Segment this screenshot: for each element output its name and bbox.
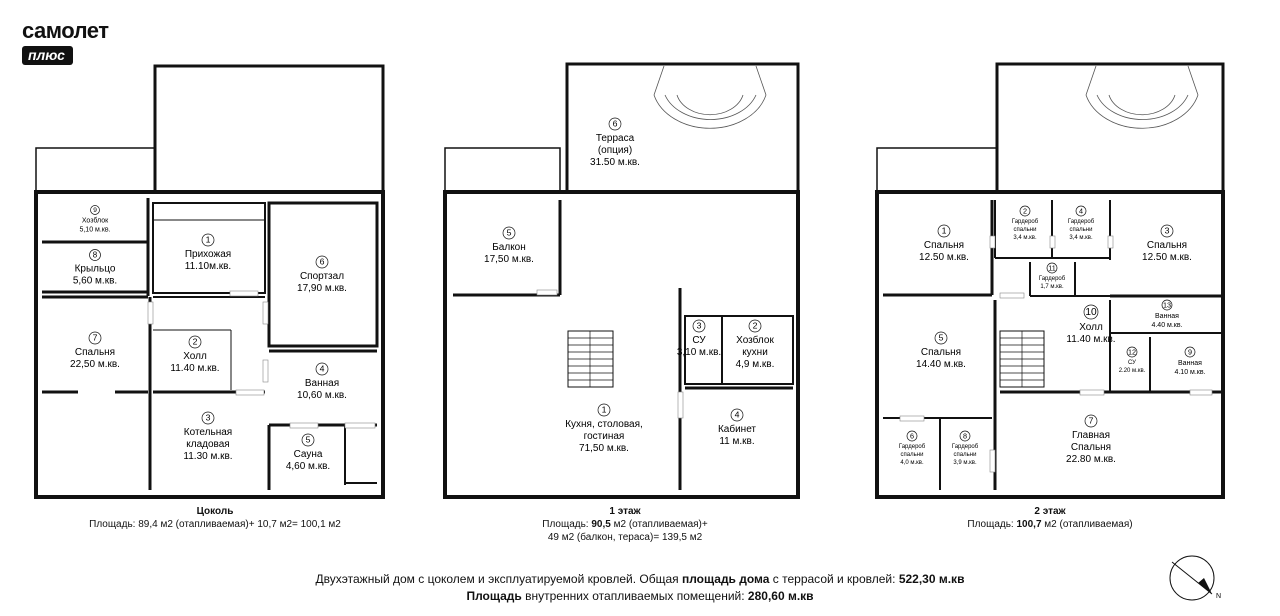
room-label-basement-6 xyxy=(297,256,347,294)
room-label-basement-2 xyxy=(170,336,219,374)
room-number: 11 xyxy=(1048,263,1056,273)
window xyxy=(345,423,375,428)
basement-caption xyxy=(40,505,390,531)
window xyxy=(990,450,995,472)
footer-total-area: Двухэтажный дом с цоколем и эксплуатируемой кровлей. Общая площадь дома с террасой и кровлей: 522,30 м.кв xyxy=(315,572,965,586)
room-area: 4,60 м.кв. xyxy=(285,461,331,472)
room-number: 5 xyxy=(305,434,311,445)
room-label-floor1-5 xyxy=(484,227,534,265)
room-label-floor2-7 xyxy=(1066,415,1116,465)
window xyxy=(230,291,258,296)
floor1-area-suffix: м2 (отапливаемая)+ xyxy=(610,519,708,530)
room-number: 8 xyxy=(92,250,98,260)
floor2-area-prefix: Площадь: xyxy=(967,519,1017,530)
room-area: 11 м.кв. xyxy=(719,436,755,447)
brand-logo-badge: плюс xyxy=(22,46,73,65)
room-number: 9 xyxy=(1187,347,1193,357)
floor2-title: 2 этаж xyxy=(1034,506,1066,517)
room-name: Котельная xyxy=(183,427,233,438)
room-label-floor2-9 xyxy=(1174,347,1205,376)
window xyxy=(1190,390,1212,395)
room-label-floor2-3 xyxy=(1142,225,1192,263)
room-name: СУ xyxy=(692,335,706,346)
room-number: 3 xyxy=(696,320,702,331)
room-area: 11.10м.кв. xyxy=(184,261,232,272)
room-name: Кабинет xyxy=(717,424,757,435)
room-label-floor2-13 xyxy=(1151,300,1182,329)
room-label-floor2-2 xyxy=(1012,206,1039,241)
room-area: 2.20 м.кв. xyxy=(1118,368,1146,374)
roof-ornament xyxy=(1086,95,1198,128)
floor2-porch-roof xyxy=(877,148,997,192)
room-name: Терраса xyxy=(595,133,635,144)
room-name: СУ xyxy=(1128,360,1136,366)
room-number: 7 xyxy=(1088,415,1094,426)
roof-ornament xyxy=(1109,95,1175,115)
window xyxy=(537,290,557,295)
room-label-floor2-10 xyxy=(1066,305,1115,345)
room-number: 4 xyxy=(1078,206,1084,216)
floor1-area-line2: 49 м2 (балкон, тераcа)= 139,5 м2 xyxy=(547,532,703,543)
room-name: Гардероб xyxy=(1011,219,1039,225)
room-number: 5 xyxy=(938,332,944,343)
room-name: Спальня xyxy=(74,347,116,358)
room-number: 2 xyxy=(192,336,198,347)
basement-area: Площадь: 89,4 м2 (отапливаемая)+ 10,7 м2= 100,1 м2 xyxy=(89,519,341,530)
room-number: 6 xyxy=(612,118,618,129)
room-area: 71,50 м.кв. xyxy=(579,443,629,454)
window xyxy=(1080,390,1104,395)
room-area: 3,10 м.кв. xyxy=(676,347,722,358)
room-name: кухни xyxy=(742,347,768,358)
window xyxy=(263,360,268,382)
room-label-basement-8 xyxy=(73,250,117,287)
room-name: кладовая xyxy=(186,439,230,450)
window xyxy=(678,392,683,418)
window xyxy=(263,302,268,324)
room-label-floor2-4 xyxy=(1068,206,1095,241)
room-name: Ванная xyxy=(1178,360,1202,367)
room-name: Спальня xyxy=(1146,240,1188,251)
floor2-caption xyxy=(870,505,1230,531)
basement-porch-roof xyxy=(36,148,155,192)
room-label-basement-9 xyxy=(79,206,110,234)
room-number: 2 xyxy=(1022,206,1028,216)
window xyxy=(900,416,924,421)
room-area: 11.40 м.кв. xyxy=(1066,334,1116,345)
room-name: Прихожая xyxy=(184,249,232,260)
room-name: Ванная xyxy=(304,378,340,389)
room-name: Спальня xyxy=(923,240,965,251)
footer-heated-area: Площадь внутренних отапливаемых помещений: 280,60 м.кв xyxy=(466,589,814,603)
room-name: Холл xyxy=(1079,322,1103,333)
room-number: 6 xyxy=(319,256,325,267)
room-name: Кухня, столовая, xyxy=(565,419,643,430)
room-name: Гардероб xyxy=(1038,276,1066,282)
window xyxy=(990,236,995,248)
floor2-area-suffix: м2 (отапливаемая) xyxy=(1041,519,1133,530)
room-area: 22.80 м.кв. xyxy=(1066,454,1116,465)
room-area: 12.50 м.кв. xyxy=(919,252,969,263)
room-name: Главная xyxy=(1071,430,1111,441)
room-area: 11.30 м.кв. xyxy=(183,451,233,462)
room-area: 14.40 м.кв. xyxy=(916,359,966,370)
floor1-title: 1 этаж xyxy=(609,506,641,517)
room-area: 12.50 м.кв. xyxy=(1142,252,1192,263)
room-area: 3,4 м.кв. xyxy=(1013,235,1037,241)
roof-ornament xyxy=(1086,66,1198,95)
room-number: 9 xyxy=(93,207,97,215)
room-name: Крыльцо xyxy=(74,263,116,275)
floor2-area-value: 100,7 xyxy=(1016,519,1042,530)
room-number: 4 xyxy=(319,363,325,374)
floor1-porch-roof xyxy=(445,148,560,192)
room-number: 10 xyxy=(1085,307,1097,319)
room-number: 3 xyxy=(205,412,211,423)
basement-title: Цоколь xyxy=(196,506,234,517)
room-name: спальни xyxy=(900,452,924,458)
terrace-ornament xyxy=(677,95,743,115)
room-label-floor1-2 xyxy=(736,320,775,370)
room-area: 4,9 м.кв. xyxy=(735,359,775,370)
room-name: Сауна xyxy=(293,449,323,460)
room-number: 12 xyxy=(1127,347,1137,357)
room-name: Балкон xyxy=(492,242,526,253)
room-name: Спальня xyxy=(1070,442,1112,453)
room-area: 10,60 м.кв. xyxy=(297,390,347,401)
terrace-ornament xyxy=(654,95,766,128)
room-number: 6 xyxy=(909,431,915,441)
window xyxy=(290,423,318,428)
room-label-basement-4 xyxy=(297,363,347,401)
room-number: 1 xyxy=(205,234,211,245)
room-name: Спальня xyxy=(920,347,962,358)
room-name: Спортзал xyxy=(299,271,345,282)
window xyxy=(1050,236,1055,248)
floor1-area-value: 90,5 xyxy=(591,519,611,530)
room-name: спальни xyxy=(1013,227,1037,233)
room-number: 4 xyxy=(734,409,740,420)
room-area: 31.50 м.кв. xyxy=(590,157,640,168)
room-name: Холл xyxy=(183,351,207,362)
room-area: 4.40 м.кв. xyxy=(1151,322,1183,329)
room-name: Хозблок xyxy=(736,335,774,346)
room-name: гостиная xyxy=(583,431,625,442)
room-area: 4.10 м.кв. xyxy=(1174,369,1206,376)
room-area: 3,9 м.кв. xyxy=(953,460,977,466)
room-name: спальни xyxy=(953,452,977,458)
room-name: (опция) xyxy=(597,145,633,156)
room-number: 3 xyxy=(1164,225,1170,236)
room-number: 7 xyxy=(92,332,98,343)
room-name: Хозблок xyxy=(81,217,109,225)
room-label-floor2-11 xyxy=(1039,263,1066,290)
room-number: 13 xyxy=(1162,300,1172,310)
floor1-terrace xyxy=(567,64,798,192)
room-number: 8 xyxy=(962,431,968,441)
room-area: 3,4 м.кв. xyxy=(1069,235,1093,241)
room-area: 22,50 м.кв. xyxy=(70,359,120,370)
room-label-floor2-6 xyxy=(899,431,926,466)
room-label-floor1-3 xyxy=(677,320,721,358)
room-number: 1 xyxy=(941,225,947,236)
room-name: спальни xyxy=(1069,227,1093,233)
room-name: Гардероб xyxy=(898,444,926,450)
room-label-floor2-1 xyxy=(919,225,969,263)
room-label-basement-7 xyxy=(70,332,120,370)
room-area: 5,60 м.кв. xyxy=(72,275,118,287)
room-label-floor2-12 xyxy=(1119,347,1146,374)
room-number: 1 xyxy=(601,404,607,415)
room-name: Гардероб xyxy=(1067,219,1095,225)
room-area: 1,7 м.кв. xyxy=(1040,284,1064,290)
room-label-floor1-4 xyxy=(718,409,756,447)
room-area: 17,90 м.кв. xyxy=(297,283,347,294)
floor2-roof-terrace xyxy=(997,64,1223,192)
terrace-ornament xyxy=(654,66,766,95)
window xyxy=(148,302,153,324)
room-label-floor1-6 xyxy=(590,118,640,168)
room-label-floor1-1 xyxy=(565,404,643,454)
window xyxy=(236,390,264,395)
window xyxy=(1108,236,1113,248)
floor1-area-prefix: Площадь: xyxy=(542,519,592,530)
compass-north-label: N xyxy=(1216,593,1222,600)
room-number: 5 xyxy=(506,227,512,238)
room-name: Гардероб xyxy=(951,444,979,450)
room-label-floor2-5 xyxy=(916,332,966,370)
room-name: Ванная xyxy=(1155,313,1179,320)
brand-logo-text: самолет xyxy=(22,18,109,43)
floor1-caption xyxy=(440,505,810,544)
room-label-basement-3 xyxy=(183,412,232,462)
room-number: 2 xyxy=(752,320,758,331)
room-area: 4,0 м.кв. xyxy=(900,460,924,466)
room-label-basement-5 xyxy=(286,434,330,472)
window xyxy=(1000,293,1024,298)
room-area: 17,50 м.кв. xyxy=(484,254,534,265)
room-label-basement-1 xyxy=(185,234,231,272)
room-area: 11.40 м.кв. xyxy=(170,363,220,374)
room-area: 5,10 м.кв. xyxy=(79,226,111,234)
room-label-floor2-8 xyxy=(952,431,979,466)
basement-room-hall-entry xyxy=(153,203,265,293)
basement-upper-volume xyxy=(155,66,383,192)
